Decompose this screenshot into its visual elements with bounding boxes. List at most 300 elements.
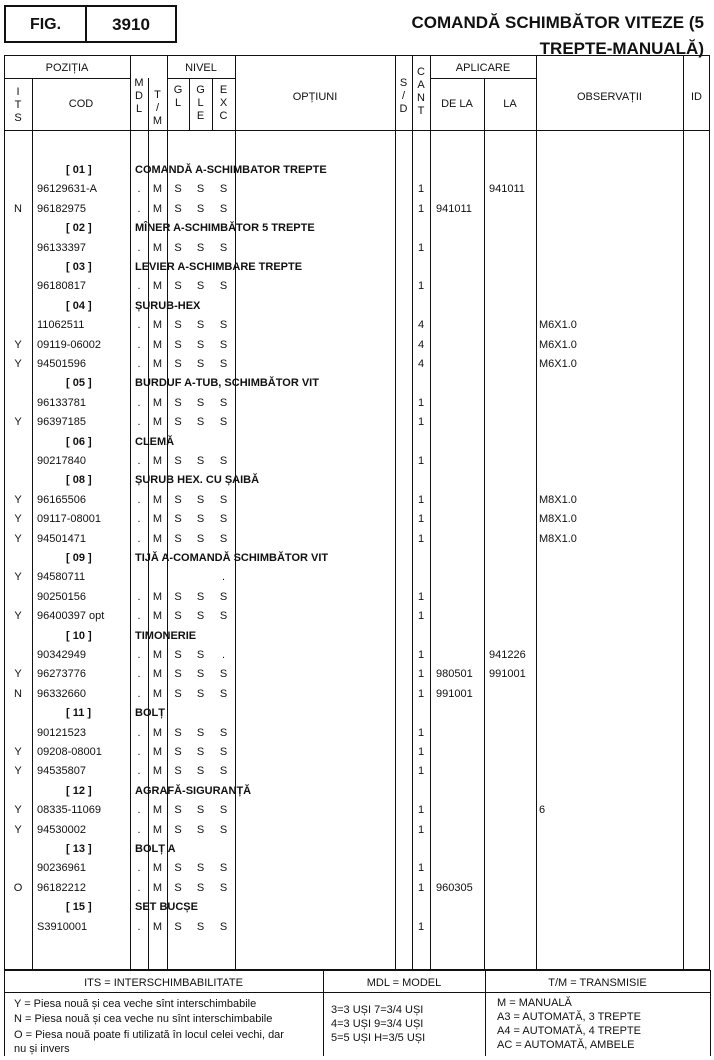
cell-its: Y bbox=[14, 494, 22, 506]
cell-its: Y bbox=[14, 513, 22, 525]
cell-obs: M6X1.0 bbox=[539, 339, 577, 351]
group-row bbox=[0, 840, 714, 859]
cell-exc: S bbox=[219, 242, 228, 254]
cell-cant: 1 bbox=[417, 649, 425, 661]
cell-exc: S bbox=[219, 765, 228, 777]
cell-exc: S bbox=[219, 591, 228, 603]
cell-mdl: . bbox=[137, 727, 141, 739]
group-number: [ 04 ] bbox=[66, 300, 92, 312]
cell-cant: 1 bbox=[417, 533, 425, 545]
cell-gl: S bbox=[174, 183, 182, 195]
cell-exc: . bbox=[221, 571, 226, 583]
group-number: [ 01 ] bbox=[66, 164, 92, 176]
cell-cant: 1 bbox=[417, 688, 425, 700]
cell-dela: 941011 bbox=[436, 203, 472, 215]
group-description: BURDUF A-TUB, SCHIMBĂTOR VIT bbox=[135, 377, 319, 389]
cell-exc: S bbox=[219, 455, 228, 467]
group-row bbox=[0, 433, 714, 452]
cell-tm: M bbox=[152, 455, 163, 467]
legend-mdl-line2: 4=3 UȘI 9=3/4 UȘI bbox=[331, 1018, 424, 1030]
cell-tm: M bbox=[152, 804, 163, 816]
cell-mdl: . bbox=[137, 455, 141, 467]
cell-cod: 96133781 bbox=[37, 397, 86, 409]
part-row bbox=[0, 588, 714, 607]
cell-exc: S bbox=[219, 513, 228, 525]
part-row bbox=[0, 277, 714, 296]
cell-tm: M bbox=[152, 533, 163, 545]
cell-exc: S bbox=[219, 824, 228, 836]
cell-cod: 08335-11069 bbox=[37, 804, 102, 816]
cell-cod: 90250156 bbox=[37, 591, 86, 603]
cell-cant: 4 bbox=[417, 339, 425, 351]
cell-obs: M8X1.0 bbox=[539, 533, 577, 545]
cell-gl: S bbox=[174, 397, 182, 409]
cell-cant: 1 bbox=[417, 746, 425, 758]
part-row bbox=[0, 918, 714, 937]
part-row bbox=[0, 239, 714, 258]
cell-exc: S bbox=[219, 804, 228, 816]
cell-gl: S bbox=[174, 455, 182, 467]
group-number: [ 09 ] bbox=[66, 552, 92, 564]
cell-tm: M bbox=[152, 397, 163, 409]
cell-gl: S bbox=[174, 862, 182, 874]
cell-its: Y bbox=[14, 339, 22, 351]
cell-mdl: . bbox=[137, 513, 141, 525]
group-row bbox=[0, 549, 714, 568]
cell-cod: 94501471 bbox=[37, 533, 86, 545]
cell-its: O bbox=[13, 882, 23, 894]
group-number: [ 13 ] bbox=[66, 843, 92, 855]
cell-obs: M6X1.0 bbox=[539, 319, 577, 331]
part-row bbox=[0, 879, 714, 898]
cell-obs: M8X1.0 bbox=[539, 513, 577, 525]
cell-mdl: . bbox=[137, 397, 141, 409]
cell-tm: M bbox=[152, 649, 163, 661]
cell-gle: S bbox=[196, 203, 205, 215]
cell-gl: S bbox=[174, 494, 182, 506]
cell-tm: M bbox=[152, 358, 163, 370]
cell-tm: M bbox=[152, 280, 163, 292]
cell-exc: S bbox=[219, 358, 228, 370]
cell-gle: S bbox=[196, 455, 205, 467]
col-dela: DE LA bbox=[441, 98, 473, 110]
cell-gle: S bbox=[196, 921, 205, 933]
cell-gle: S bbox=[196, 824, 205, 836]
cell-tm: M bbox=[152, 339, 163, 351]
legend-its-title: ITS = INTERSCHIMBABILITATE bbox=[84, 977, 243, 989]
cell-mdl: . bbox=[137, 242, 141, 254]
group-description: TIMONERIE bbox=[135, 630, 197, 642]
cell-gle: S bbox=[196, 746, 205, 758]
cell-tm: M bbox=[152, 494, 163, 506]
cell-cant: 1 bbox=[417, 921, 425, 933]
cell-gle: S bbox=[196, 416, 205, 428]
legend-tm-line1: M = MANUALĂ bbox=[497, 997, 572, 1009]
cell-its: Y bbox=[14, 668, 22, 680]
legend-its-n: N = Piesa nouă și cea veche nu sînt interschimbabile bbox=[14, 1013, 273, 1025]
part-row bbox=[0, 743, 714, 762]
cell-mdl: . bbox=[137, 416, 141, 428]
cell-tm: M bbox=[152, 610, 163, 622]
cell-tm: M bbox=[152, 765, 163, 777]
group-number: [ 02 ] bbox=[66, 222, 92, 234]
cell-cod: 96332660 bbox=[37, 688, 86, 700]
group-number: [ 11 ] bbox=[66, 707, 92, 719]
group-row bbox=[0, 704, 714, 723]
cell-exc: S bbox=[219, 862, 228, 874]
cell-gl: S bbox=[174, 765, 182, 777]
cell-cod: 94580711 bbox=[37, 571, 86, 583]
cell-cant: 4 bbox=[417, 358, 425, 370]
part-row bbox=[0, 491, 714, 510]
cell-cod: 94530002 bbox=[37, 824, 86, 836]
col-exc: E X C bbox=[219, 84, 228, 122]
cell-cod: 96273776 bbox=[37, 668, 86, 680]
cell-gl: S bbox=[174, 746, 182, 758]
cell-mdl: . bbox=[137, 358, 141, 370]
cell-exc: S bbox=[219, 727, 228, 739]
col-id: ID bbox=[691, 91, 702, 103]
col-observatii: OBSERVAȚII bbox=[576, 91, 642, 103]
cell-gl: S bbox=[174, 339, 182, 351]
cell-mdl: . bbox=[137, 280, 141, 292]
group-number: [ 08 ] bbox=[66, 474, 92, 486]
part-row bbox=[0, 724, 714, 743]
legend-its-y: Y = Piesa nouă și cea veche sînt interschimbabile bbox=[14, 998, 257, 1010]
part-row bbox=[0, 200, 714, 219]
cell-cod: 90217840 bbox=[37, 455, 86, 467]
cell-gl: S bbox=[174, 727, 182, 739]
col-cant: C A N T bbox=[417, 66, 425, 117]
cell-cant: 1 bbox=[417, 882, 425, 894]
part-row bbox=[0, 762, 714, 781]
cell-tm: M bbox=[152, 203, 163, 215]
cell-tm: M bbox=[152, 591, 163, 603]
cell-exc: S bbox=[219, 688, 228, 700]
cell-tm: M bbox=[152, 668, 163, 680]
legend-its-o-cont: nu și invers bbox=[14, 1043, 70, 1055]
cell-its: Y bbox=[14, 610, 22, 622]
group-number: [ 05 ] bbox=[66, 377, 92, 389]
cell-gl: S bbox=[174, 416, 182, 428]
group-description: BOLȚ bbox=[135, 707, 165, 719]
cell-gl: S bbox=[174, 610, 182, 622]
cell-dela: 991001 bbox=[436, 688, 473, 700]
cell-cant: 1 bbox=[417, 862, 425, 874]
part-row bbox=[0, 180, 714, 199]
part-row bbox=[0, 452, 714, 471]
cell-mdl: . bbox=[137, 610, 141, 622]
part-row bbox=[0, 646, 714, 665]
cell-exc: S bbox=[219, 921, 228, 933]
cell-mdl: . bbox=[137, 824, 141, 836]
cell-cod: 96129631-A bbox=[37, 183, 97, 195]
cell-mdl: . bbox=[137, 862, 141, 874]
cell-gle: S bbox=[196, 339, 205, 351]
group-number: [ 06 ] bbox=[66, 436, 92, 448]
cell-la: 991001 bbox=[489, 668, 526, 680]
cell-mdl: . bbox=[137, 591, 141, 603]
cell-exc: S bbox=[219, 203, 228, 215]
part-row bbox=[0, 530, 714, 549]
cell-tm: M bbox=[152, 921, 163, 933]
cell-gl: S bbox=[174, 688, 182, 700]
cell-gle: S bbox=[196, 533, 205, 545]
cell-exc: S bbox=[219, 668, 228, 680]
cell-exc: . bbox=[221, 649, 226, 661]
cell-mdl: . bbox=[137, 921, 141, 933]
cell-exc: S bbox=[219, 319, 228, 331]
cell-cod: 94535807 bbox=[37, 765, 86, 777]
cell-mdl: . bbox=[137, 183, 141, 195]
cell-gle: S bbox=[196, 804, 205, 816]
cell-cant: 1 bbox=[417, 668, 425, 680]
group-row bbox=[0, 297, 714, 316]
cell-cod: S3910001 bbox=[37, 921, 88, 933]
group-row bbox=[0, 161, 714, 180]
cell-gl: S bbox=[174, 921, 182, 933]
cell-exc: S bbox=[219, 746, 228, 758]
col-gl: G L bbox=[173, 84, 183, 109]
cell-tm: M bbox=[152, 183, 163, 195]
cell-cod: 09117-08001 bbox=[37, 513, 102, 525]
cell-mdl: . bbox=[137, 494, 141, 506]
group-row bbox=[0, 258, 714, 277]
cell-obs: 6 bbox=[539, 804, 546, 816]
cell-gl: S bbox=[174, 882, 182, 894]
cell-tm: M bbox=[152, 416, 163, 428]
cell-its: Y bbox=[14, 571, 22, 583]
cell-gle: S bbox=[196, 727, 205, 739]
cell-cod: 96165506 bbox=[37, 494, 86, 506]
col-pozitia: POZIȚIA bbox=[45, 62, 89, 74]
cell-cant: 1 bbox=[417, 610, 425, 622]
cell-cod: 90342949 bbox=[37, 649, 86, 661]
cell-tm: M bbox=[152, 242, 163, 254]
cell-gl: S bbox=[174, 824, 182, 836]
part-row bbox=[0, 665, 714, 684]
group-row bbox=[0, 898, 714, 917]
cell-cod: 90236961 bbox=[37, 862, 86, 874]
cell-dela: 980501 bbox=[436, 668, 473, 680]
col-tm: T / M bbox=[152, 89, 163, 127]
col-mdl: M D L bbox=[134, 77, 144, 115]
cell-mdl: . bbox=[137, 765, 141, 777]
cell-cant: 1 bbox=[417, 591, 425, 603]
group-description: TIJĂ A-COMANDĂ SCHIMBĂTOR VIT bbox=[135, 552, 329, 564]
cell-tm: M bbox=[152, 319, 163, 331]
cell-mdl: . bbox=[137, 339, 141, 351]
part-row bbox=[0, 413, 714, 432]
cell-gle: S bbox=[196, 765, 205, 777]
group-row bbox=[0, 471, 714, 490]
legend-tm-line2: A3 = AUTOMATĂ, 3 TREPTE bbox=[497, 1011, 641, 1023]
cell-gl: S bbox=[174, 203, 182, 215]
cell-cod: 96400397 opt bbox=[37, 610, 105, 622]
cell-gle: S bbox=[196, 358, 205, 370]
group-description: COMANDĂ A-SCHIMBATOR TREPTE bbox=[135, 164, 327, 176]
part-row bbox=[0, 685, 714, 704]
part-row bbox=[0, 859, 714, 878]
cell-tm: M bbox=[152, 513, 163, 525]
cell-gl: S bbox=[174, 280, 182, 292]
group-description: MÎNER A-SCHIMBĂTOR 5 TREPTE bbox=[135, 222, 315, 234]
cell-mdl: . bbox=[137, 804, 141, 816]
cell-gl: S bbox=[174, 358, 182, 370]
col-gle: G L E bbox=[196, 84, 205, 122]
cell-cod: 90121523 bbox=[37, 727, 86, 739]
cell-gle: S bbox=[196, 319, 205, 331]
cell-exc: S bbox=[219, 280, 228, 292]
part-row bbox=[0, 355, 714, 374]
col-sd: S / D bbox=[399, 77, 408, 115]
cell-gl: S bbox=[174, 649, 182, 661]
col-aplicare: APLICARE bbox=[455, 62, 511, 74]
cell-gle: S bbox=[196, 280, 205, 292]
cell-cant: 1 bbox=[417, 455, 425, 467]
cell-cant: 1 bbox=[417, 280, 425, 292]
cell-cant: 1 bbox=[417, 494, 425, 506]
cell-exc: S bbox=[219, 882, 228, 894]
cell-gl: S bbox=[174, 668, 182, 680]
part-row bbox=[0, 801, 714, 820]
cell-its: Y bbox=[14, 416, 22, 428]
cell-gle: S bbox=[196, 397, 205, 409]
cell-cant: 1 bbox=[417, 513, 425, 525]
cell-gle: S bbox=[196, 649, 205, 661]
cell-cod: 11062511 bbox=[37, 319, 85, 331]
group-description: ȘURUB HEX. CU ȘAIBĂ bbox=[135, 474, 260, 486]
cell-mdl: . bbox=[137, 746, 141, 758]
legend-mdl-line1: 3=3 UȘI 7=3/4 UȘI bbox=[331, 1004, 424, 1016]
cell-its: Y bbox=[14, 746, 22, 758]
col-la: LA bbox=[503, 98, 517, 110]
cell-cod: 96397185 bbox=[37, 416, 86, 428]
cell-mdl: . bbox=[137, 649, 141, 661]
part-row bbox=[0, 568, 714, 587]
group-row bbox=[0, 627, 714, 646]
cell-exc: S bbox=[219, 610, 228, 622]
cell-its: Y bbox=[14, 358, 22, 370]
cell-cod: 09119-06002 bbox=[37, 339, 102, 351]
cell-its: N bbox=[14, 688, 22, 700]
cell-gl: S bbox=[174, 533, 182, 545]
cell-tm: M bbox=[152, 882, 163, 894]
cell-gle: S bbox=[196, 862, 205, 874]
part-row bbox=[0, 336, 714, 355]
cell-its: Y bbox=[14, 765, 22, 777]
group-description: ȘURUB-HEX bbox=[135, 300, 201, 312]
part-row bbox=[0, 607, 714, 626]
legend-mdl-title: MDL = MODEL bbox=[366, 977, 442, 989]
cell-cant: 1 bbox=[417, 397, 425, 409]
legend-tm-title: T/M = TRANSMISIE bbox=[548, 977, 647, 989]
cell-gl: S bbox=[174, 319, 182, 331]
cell-tm: M bbox=[152, 746, 163, 758]
cell-mdl: . bbox=[137, 319, 141, 331]
cell-cod: 09208-08001 bbox=[37, 746, 102, 758]
cell-gl: S bbox=[174, 242, 182, 254]
figure-number-box bbox=[4, 5, 177, 43]
group-row bbox=[0, 219, 714, 238]
cell-exc: S bbox=[219, 183, 228, 195]
cell-mdl: . bbox=[137, 668, 141, 680]
cell-cod: 94501596 bbox=[37, 358, 86, 370]
col-its: I T S bbox=[14, 86, 22, 124]
col-nivel: NIVEL bbox=[185, 62, 217, 74]
cell-its: Y bbox=[14, 824, 22, 836]
cell-mdl: . bbox=[137, 533, 141, 545]
cell-exc: S bbox=[219, 533, 228, 545]
part-row bbox=[0, 394, 714, 413]
group-number: [ 03 ] bbox=[66, 261, 92, 273]
cell-gl: S bbox=[174, 591, 182, 603]
cell-exc: S bbox=[219, 339, 228, 351]
cell-tm: M bbox=[152, 688, 163, 700]
cell-obs: M8X1.0 bbox=[539, 494, 577, 506]
group-number: [ 15 ] bbox=[66, 901, 92, 913]
group-row bbox=[0, 782, 714, 801]
group-description: CLEMĂ bbox=[135, 436, 175, 448]
fig-number: 3910 bbox=[112, 15, 150, 34]
cell-cant: 1 bbox=[417, 242, 425, 254]
cell-gle: S bbox=[196, 242, 205, 254]
group-number: [ 10 ] bbox=[66, 630, 92, 642]
cell-its: N bbox=[14, 203, 22, 215]
cell-cant: 1 bbox=[417, 416, 425, 428]
cell-gle: S bbox=[196, 494, 205, 506]
cell-exc: S bbox=[219, 494, 228, 506]
cell-gle: S bbox=[196, 183, 205, 195]
cell-gle: S bbox=[196, 610, 205, 622]
cell-obs: M6X1.0 bbox=[539, 358, 577, 370]
cell-gle: S bbox=[196, 513, 205, 525]
cell-mdl: . bbox=[137, 203, 141, 215]
fig-label: FIG. bbox=[29, 16, 62, 33]
cell-cant: 1 bbox=[417, 804, 425, 816]
cell-tm: M bbox=[152, 862, 163, 874]
cell-cant: 1 bbox=[417, 727, 425, 739]
cell-cod: 96182212 bbox=[37, 882, 86, 894]
group-description: SET BUCȘE bbox=[135, 901, 198, 913]
page-title: COMANDĂ SCHIMBĂTOR VITEZE (5 TREPTE-MANUALĂ) bbox=[411, 13, 704, 58]
cell-cod: 96133397 bbox=[37, 242, 86, 254]
legend-tm-line4: AC = AUTOMATĂ, AMBELE bbox=[497, 1039, 635, 1051]
group-row bbox=[0, 374, 714, 393]
cell-gl: S bbox=[174, 804, 182, 816]
cell-mdl: . bbox=[137, 688, 141, 700]
legend-tm-line3: A4 = AUTOMATĂ, 4 TREPTE bbox=[497, 1025, 641, 1037]
group-description: LEVIER A-SCHIMBARE TREPTE bbox=[135, 261, 303, 273]
col-cod: COD bbox=[68, 98, 94, 110]
cell-cant: 1 bbox=[417, 183, 425, 195]
cell-tm: M bbox=[152, 727, 163, 739]
group-number: [ 12 ] bbox=[66, 785, 92, 797]
part-row bbox=[0, 821, 714, 840]
cell-gl: S bbox=[174, 513, 182, 525]
cell-la: 941011 bbox=[489, 183, 525, 195]
cell-dela: 960305 bbox=[436, 882, 473, 894]
legend-mdl-line3: 5=5 UȘI H=3/5 UȘI bbox=[331, 1032, 426, 1044]
cell-gle: S bbox=[196, 688, 205, 700]
cell-its: Y bbox=[14, 804, 22, 816]
cell-mdl: . bbox=[137, 882, 141, 894]
cell-cant: 1 bbox=[417, 765, 425, 777]
part-row bbox=[0, 510, 714, 529]
cell-tm: M bbox=[152, 824, 163, 836]
cell-cant: 4 bbox=[417, 319, 425, 331]
cell-cant: 1 bbox=[417, 203, 425, 215]
